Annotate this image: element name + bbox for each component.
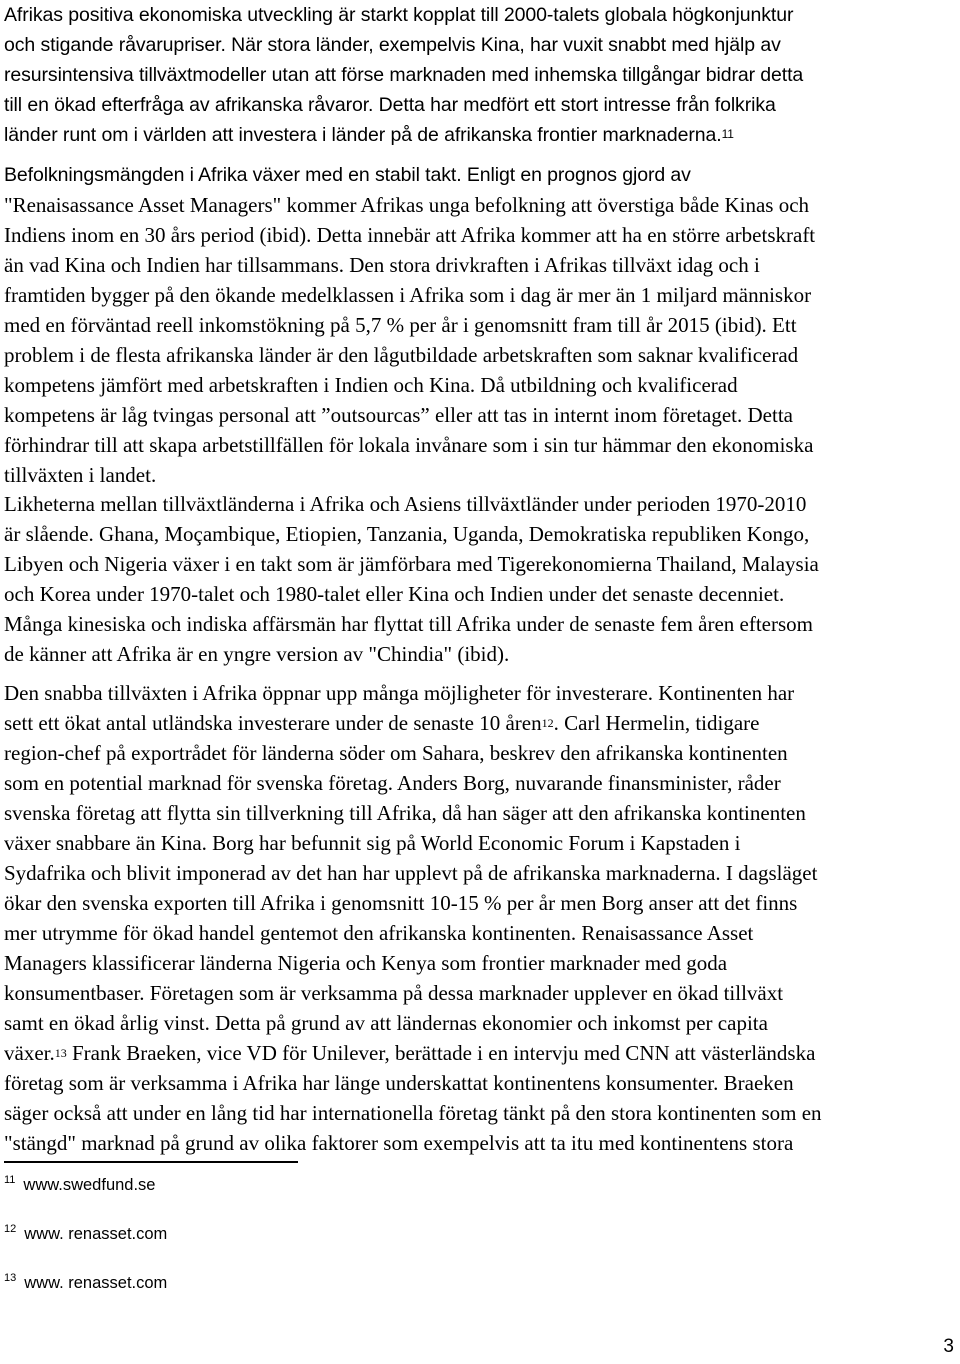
text-line: kompetens är låg tvingas personal att ”outsourcas” eller att tas in internt inom företaget. Detta bbox=[4, 403, 793, 427]
text-line: företag som är verksamma i Afrika har länge underskattat kontinentens konsumenter. Braeken bbox=[4, 1071, 794, 1095]
footnote-divider bbox=[4, 1161, 298, 1163]
footnote-number: 12 bbox=[4, 1223, 17, 1235]
text-line: och Korea under 1970-talet och 1980-talet eller Kina och Indien under det senaste decenniet. bbox=[4, 582, 785, 606]
text-line: svenska företag att flytta sin tillverkning till Afrika, då han säger att den afrikanska kontinenten bbox=[4, 801, 806, 825]
text-line: problem i de flesta afrikanska länder är den lågutbildade arbetskraften som saknar kvalificerad bbox=[4, 343, 799, 367]
text-line bbox=[4, 1038, 954, 1068]
text-line: region-chef på exportrådet för länderna söder om Sahara, beskrev den afrikanska kontinenten bbox=[4, 741, 788, 765]
paragraph-4 bbox=[4, 678, 954, 1158]
footnote-12 bbox=[4, 1225, 167, 1244]
text-line: Sydafrika och blivit imponerad av det han har upplevt på de afrikanska marknaderna. I dagsläget bbox=[4, 861, 818, 885]
text-line: konsumentbaser. Företagen som är verksamma på dessa marknader upplever en ökad tillväxt bbox=[4, 981, 784, 1005]
text-segment: Frank Braeken, vice VD för Unilever, berättade i en intervju med CNN att västerländska bbox=[66, 1041, 816, 1065]
text-line: Befolkningsmängden i Afrika växer med en stabil takt. Enligt en prognos gjord av bbox=[4, 164, 691, 186]
text-line: med en förväntad reell inkomstökning på 5,7 % per år i genomsnitt fram till år 2015 (ibid). Ett bbox=[4, 313, 797, 337]
text-line: Indiens inom en 30 års period (ibid). Detta innebär att Afrika kommer att ha en större arbetskraft bbox=[4, 223, 816, 247]
text-line: till en ökad efterfråga av afrikanska råvaror. Detta har medfört ett stort intresse från folkrika bbox=[4, 94, 776, 116]
text-line: Många kinesiska och indiska affärsmän har flyttat till Afrika under de senaste fem åren eftersom bbox=[4, 612, 814, 636]
text-line: tillväxten i landet. bbox=[4, 463, 157, 487]
footnote-link[interactable]: www. renasset.com bbox=[24, 1225, 168, 1243]
text-line: förhindrar till att skapa arbetstillfällen för lokala invånare som i sin tur hämmar den ekonomiska bbox=[4, 433, 814, 457]
footnote-number: 11 bbox=[4, 1174, 16, 1186]
text-segment: länder runt om i världen att investera i länder på de afrikanska frontier marknaderna. bbox=[4, 124, 722, 146]
footnote-13 bbox=[4, 1274, 167, 1293]
footnote-number: 13 bbox=[4, 1272, 17, 1284]
footnote-11 bbox=[4, 1176, 156, 1195]
text-segment: . Carl Hermelin, tidigare bbox=[553, 711, 760, 735]
paragraph-2 bbox=[4, 160, 954, 490]
paragraph-1 bbox=[4, 0, 954, 150]
text-line: "Renaisassance Asset Managers" kommer Afrikas unga befolkning att överstiga både Kinas och bbox=[4, 193, 810, 217]
text-line: framtiden bygger på den ökande medelklassen i Afrika som i dag är mer än 1 miljard människor bbox=[4, 283, 812, 307]
text-line: mer utrymme för ökad handel gentemot den afrikanska kontinenten. Renaisassance Asset bbox=[4, 921, 754, 945]
page-number: 3 bbox=[943, 1336, 954, 1357]
text-line: Likheterna mellan tillväxtländerna i Afrika och Asiens tillväxtländer under perioden 1970-2010 bbox=[4, 492, 807, 516]
text-line bbox=[4, 708, 954, 738]
text-line: "stängd" marknad på grund av olika faktorer som exempelvis att ta itu med kontinentens stora bbox=[4, 1131, 794, 1155]
text-line: säger också att under en lång tid har internationella företag tänkt på den stora kontinenten som en bbox=[4, 1101, 822, 1125]
footnote-ref-12: 12 bbox=[541, 716, 554, 730]
text-line bbox=[4, 120, 954, 150]
text-line: Afrikas positiva ekonomiska utveckling är starkt kopplat till 2000-talets globala högkonjunktur bbox=[4, 4, 794, 26]
text-line: Den snabba tillväxten i Afrika öppnar upp många möjligheter för investerare. Kontinenten har bbox=[4, 681, 795, 705]
text-line: som en potential marknad för svenska företag. Anders Borg, nuvarande finansminister, råder bbox=[4, 771, 781, 795]
paragraph-3 bbox=[4, 489, 954, 669]
text-line: Libyen och Nigeria växer i en takt som är jämförbara med Tigerekonomierna Thailand, Malaysia bbox=[4, 552, 819, 576]
footnote-link[interactable]: www. renasset.com bbox=[24, 1274, 168, 1292]
text-line: än vad Kina och Indien har tillsammans. Den stora drivkraften i Afrikas tillväxt idag och i bbox=[4, 253, 760, 277]
text-line: de känner att Afrika är en yngre version av "Chindia" (ibid). bbox=[4, 642, 510, 666]
text-line: och stigande råvarupriser. När stora länder, exempelvis Kina, har vuxit snabbt med hjälp av bbox=[4, 34, 781, 56]
footnote-ref-11: 11 bbox=[721, 127, 734, 141]
footnote-ref-13: 13 bbox=[54, 1046, 67, 1060]
text-line: kompetens jämfört med arbetskraften i Indien och Kina. Då utbildning och kvalificerad bbox=[4, 373, 738, 397]
text-line: ökar den svenska exporten till Afrika i genomsnitt 10-15 % per år men Borg anser att det finns bbox=[4, 891, 798, 915]
text-line: Managers klassificerar länderna Nigeria och Kenya som frontier marknader med goda bbox=[4, 951, 728, 975]
footnote-link[interactable]: www.swedfund.se bbox=[23, 1176, 156, 1194]
text-line: är slående. Ghana, Moçambique, Etiopien, Tanzania, Uganda, Demokratiska republiken Kongo, bbox=[4, 522, 810, 546]
text-line: växer snabbare än Kina. Borg har befunnit sig på World Economic Forum i Kapstaden i bbox=[4, 831, 741, 855]
text-line: samt en ökad årlig vinst. Detta på grund av att ländernas ekonomier och inkomst per capita bbox=[4, 1011, 768, 1035]
text-segment: sett ett ökat antal utländska investerare under de senaste 10 åren bbox=[4, 711, 542, 735]
text-segment: växer. bbox=[4, 1041, 55, 1065]
text-line: resursintensiva tillväxtmodeller utan att förse marknaden med inhemska tillgångar bidrar detta bbox=[4, 64, 804, 86]
